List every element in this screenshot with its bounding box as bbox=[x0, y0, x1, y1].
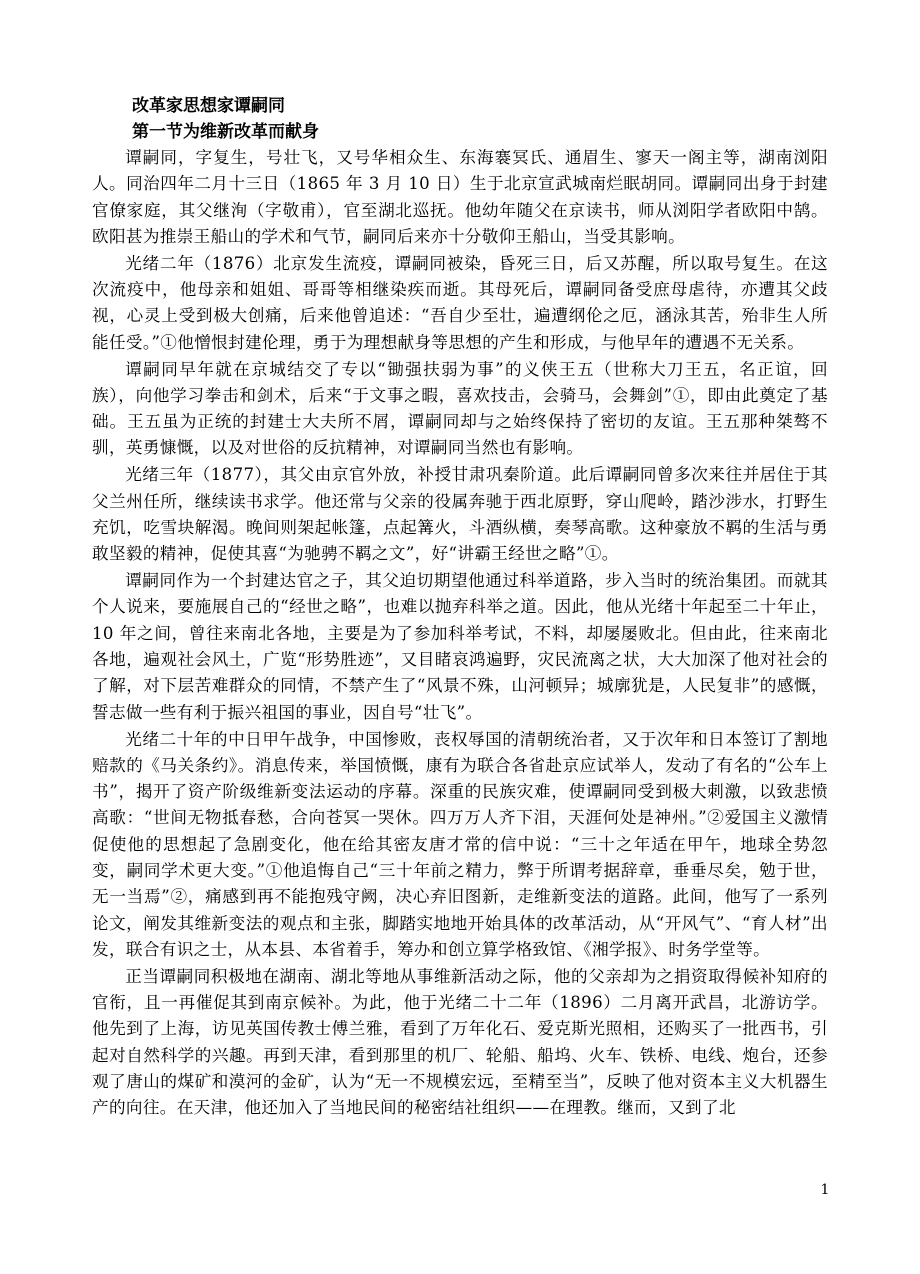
paragraph-3: 谭嗣同早年就在京城结交了专以“锄强扶弱为事”的义侠王五（世称大刀王五，名正谊，回族），向他学习拳击和剑术，后来“于文事之暇，喜欢技击，会骑马，会舞剑”①，即由此奠定了基础。王五虽为正统的封建士大夫所不屑，谭嗣同却与之始终保持了密切的友谊。王五那种桀骜不驯，英勇慷慨，以及对世俗的反抗精神，对谭嗣同当然也有影响。 bbox=[92, 359, 828, 458]
document-title: 改革家思想家谭嗣同 bbox=[132, 96, 285, 116]
paragraph-7: 正当谭嗣同积极地在湖南、湖北等地从事维新活动之际，他的父亲却为之捐资取得候补知府的官衔，且一再催促其到南京候补。为此，他于光绪二十二年（1896）二月离开武昌，北游访学。他先到了上海，访见英国传教士傅兰雅，看到了万年化石、爱克斯光照相，还购买了一批西书，引起对自然科学的兴趣。再到天津，看到那里的机厂、轮船、船坞、火车、铁桥、电线、炮台，还参观了唐山的煤矿和漠河的金矿，认为“无一不规模宏远，至精至当”，反映了他对资本主义大机器生产的向往。在天津，他还加入了当地民间的秘密结社组织——在理教。继而，又到了北 bbox=[92, 966, 828, 1118]
paragraph-1: 谭嗣同，字复生，号壮飞，又号华相众生、东海褰冥氏、通眉生、寥天一阁主等，湖南浏阳人。同治四年二月十三日（1865 年 3 月 10 日）生于北京宣武城南烂眠胡同。谭嗣同出身于封建官僚家庭，其父继洵（字敬甫），官至湖北巡抚。他幼年随父在京读书，师从浏阳学者欧阳中鹄。欧阳甚为推崇王船山的学术和气节，嗣同后来亦十分敬仰王船山，当受其影响。 bbox=[92, 148, 828, 246]
section-title: 第一节为维新改革而献身 bbox=[132, 122, 319, 142]
paragraph-5: 谭嗣同作为一个封建达官之子，其父迫切期望他通过科举道路，步入当时的统治集团。而就其个人说来，要施展自己的“经世之略”，也难以抛弃科举之道。因此，他从光绪十年起至二十年止，10 年之间，曾往来南北各地，主要是为了参加科举考试，不料，却屡屡败北。但由此，往来南北各地，遍观社会风土，广览“形势胜迹”，又目睹哀鸿遍野，灾民流离之状，大大加深了他对社会的了解，对下层苦难群众的同情，不禁产生了“风景不殊，山河顿异；城廓犹是，人民复非”的感慨，誓志做一些有利于振兴祖国的事业，因自号“壮飞”。 bbox=[92, 571, 828, 722]
paragraph-6: 光绪二十年的中日甲午战争，中国惨败，丧权辱国的清朝统治者，又于次年和日本签订了割地赔款的《马关条约》。消息传来，举国愤慨，康有为联合各省赴京应试举人，发动了有名的“公车上书”，揭开了资产阶级维新变法运动的序幕。深重的民族灾难，使谭嗣同受到极大刺激，以致悲愤高歌：“世间无物抵春愁，合向苍冥一哭休。四万万人齐下泪，天涯何处是神州。”②爱国主义激情促使他的思想起了急剧变化，他在给其密友唐才常的信中说：“三十之年适在甲午，地球全势忽变，嗣同学术更大变。”①他追悔自己“三十年前之精力，弊于所谓考据辞章，垂垂尽矣，勉于世，无一当焉”②，痛感到再不能抱残守阙，决心弃旧图新，走维新变法的道路。此间，他写了一系列论文，阐发其维新变法的观点和主张，脚踏实地地开始具体的改革活动，从“开风气”、“育人材”出发，联合有识之士，从本县、本省着手，筹办和创立算学格致馆、《湘学报》、时务学堂等。 bbox=[92, 729, 828, 959]
paragraph-2: 光绪二年（1876）北京发生流疫，谭嗣同被染，昏死三日，后又苏醒，所以取号复生。在这次流疫中，他母亲和姐姐、哥哥等相继染疾而逝。其母死后，谭嗣同备受庶母虐待，亦遭其父歧视，心灵上受到极大创痛，后来他曾追述：“吾自少至壮，遍遭纲伦之厄，涵泳其苦，殆非生人所能任受。”①他憎恨封建伦理，勇于为理想献身等思想的产生和形成，与他早年的遭遇不无关系。 bbox=[92, 253, 828, 352]
page-number: 1 bbox=[820, 1182, 830, 1198]
page-content bbox=[92, 93, 828, 1122]
paragraph-4: 光绪三年（1877），其父由京官外放，补授甘肃巩秦阶道。此后谭嗣同曾多次来往并居住于其父兰州任所，继续读书求学。他还常与父亲的役属奔驰于西北原野，穿山爬岭，踏沙涉水，打野生充饥，吃雪块解渴。晚间则架起帐篷，点起篝火，斗酒纵横，奏琴高歌。这种豪放不羁的生活与勇敢坚毅的精神，促使其喜“为驰骋不羁之文”，好“讲霸王经世之略”①。 bbox=[92, 465, 828, 564]
